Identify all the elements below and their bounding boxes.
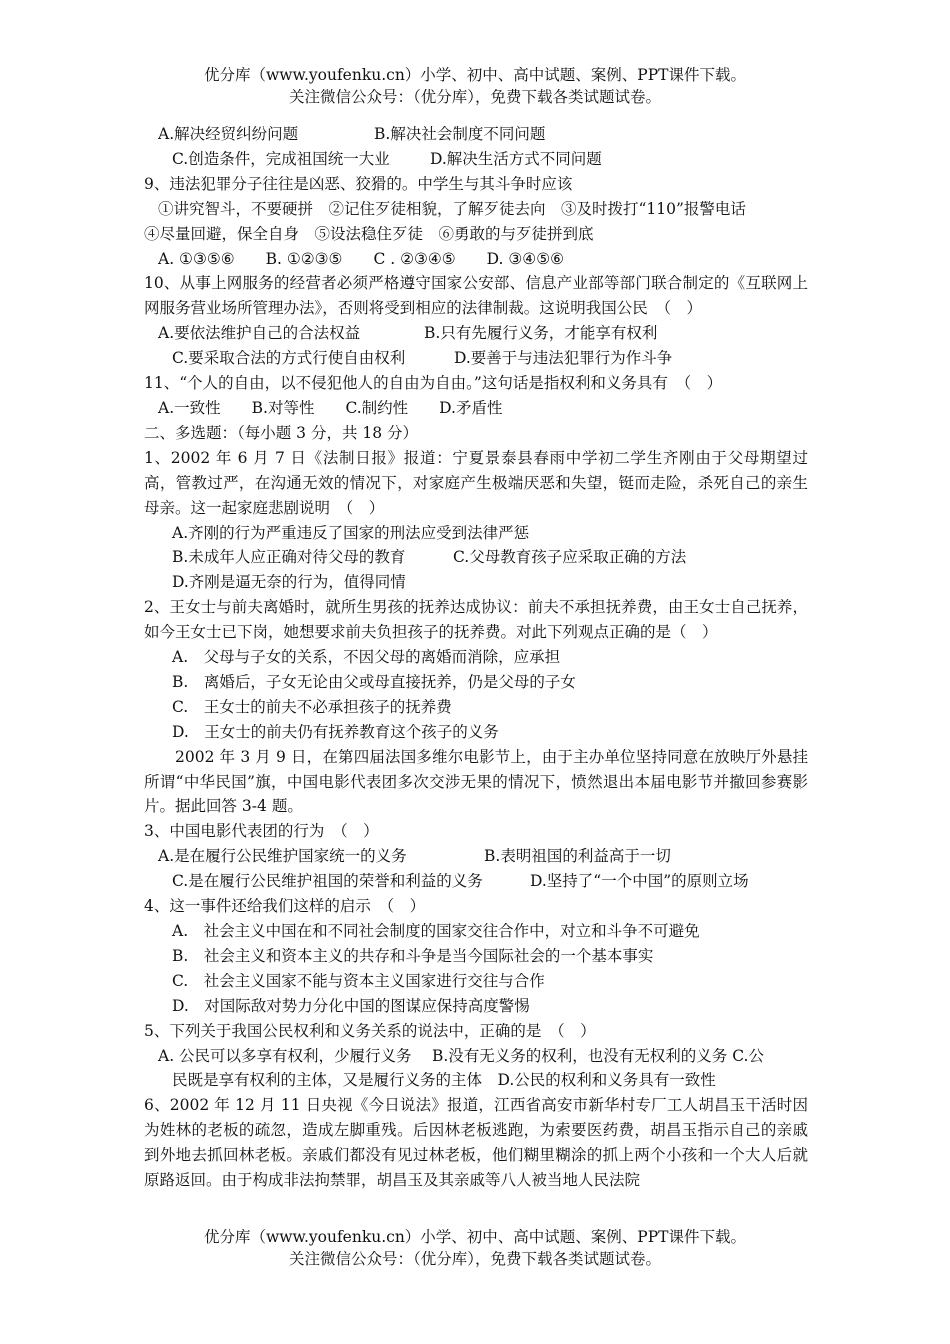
q10-option-b: B.只有先履行义务，才能享有权利: [424, 324, 658, 343]
q9-options: A. ①③⑤⑥ B. ①②③⑤ C . ②③④⑤ D. ③④⑤⑥: [158, 249, 564, 268]
m2-option-b: B. 离婚后，子女无论由父或母直接抚养，仍是父母的子女: [172, 672, 576, 691]
q11-stem: 11、“个人的自由，以不侵犯他人的自由为自由。”这句话是指权利和义务具有 （ ）: [144, 374, 723, 393]
q8-options-row-2: [144, 147, 808, 172]
q9-items-line-2: ④尽量回避，保全自身 ⑤设法稳住歹徒 ⑥勇敢的与歹徒拼到底: [144, 224, 594, 243]
m3-stem: 3、中国电影代表团的行为 （ ）: [144, 822, 379, 841]
q8-option-d: D.解决生活方式不同问题: [430, 149, 602, 168]
q10-options-row-1: [144, 321, 808, 346]
m4-option-c: C. 社会主义国家不能与资本主义国家进行交往与合作: [172, 971, 545, 990]
m2-option-c: C. 王女士的前夫不必承担孩子的抚养费: [172, 697, 452, 716]
m5-options-line-2: 民既是享有权利的主体，又是履行义务的主体 D.公民的权利和义务具有一致性: [172, 1071, 716, 1090]
passage-text: 2002 年 3 月 9 日，在第四届法国多维尔电影节上，由于主办单位坚持同意在放映厅外悬挂所谓“中华民国”旗，中国电影代表团多次交涉无果的情况下，愤然退出本届电影节并撤回参赛影片。据此回答 3-4 题。: [144, 747, 808, 816]
m3-option-b: B.表明祖国的利益高于一切: [484, 847, 671, 866]
q10-stem: 10、从事上网服务的经营者必须严格遵守国家公安部、信息产业部等部门联合制定的《互联网上网服务营业场所管理办法》，否则将受到相应的法律制裁。这说明我国公民 （ ）: [144, 274, 808, 318]
footer-line-2: 关注微信公众号：（优分库），免费下载各类试题试卷。: [288, 1250, 661, 1268]
m4-option-b: B. 社会主义和资本主义的共存和斗争是当今国际社会的一个基本事实: [172, 946, 654, 965]
m4-option-a: A. 社会主义中国在和不同社会制度的国家交往合作中，对立和斗争不可避免: [172, 922, 700, 940]
m3-option-d: D.坚持了“一个中国”的原则立场: [530, 872, 749, 891]
q10-option-d: D.要善于与违法犯罪行为作斗争: [454, 349, 673, 368]
m3-options-row-2: [144, 869, 808, 894]
m2-stem: 2、王女士与前夫离婚时，就所生男孩的抚养达成协议：前夫不承担抚养费，由王女士自己抚养，如今王女士已下岗，她想要求前夫负担孩子的抚养费。对此下列观点正确的是（ ）: [144, 598, 808, 642]
q8-option-c: C.创造条件，完成祖国统一大业: [172, 149, 390, 168]
q10-option-c: C.要采取合法的方式行使自由权利: [172, 349, 406, 368]
document-body: [144, 122, 808, 1193]
m2-option-d: D. 王女士的前夫仍有抚养教育这个孩子的义务: [172, 722, 499, 741]
m3-option-c: C.是在履行公民维护祖国的荣誉和利益的义务: [172, 872, 483, 891]
q8-option-b: B.解决社会制度不同问题: [374, 125, 546, 143]
m6-stem: 6、2002 年 12 月 11 日央视《今日说法》报道，江西省高安市新华村专厂工人胡昌玉干活时因为姓林的老板的疏忽，造成左脚重残。后因林老板逃跑，为索要医药费，胡昌玉指示自己的亲戚到外地去抓回林老板。亲戚们都没有见过林老板，他们糊里糊涂的抓上两个小孩和一个大人后就原路返回。由于构成非法拘禁罪，胡昌玉及其亲戚等八人被当地人民法院: [144, 1096, 808, 1190]
q10-options-row-2: [144, 346, 808, 371]
q8-options-row-1: [144, 122, 808, 147]
m3-option-a: A.是在履行公民维护国家统一的义务: [158, 847, 407, 866]
m1-stem: 1、2002 年 6 月 7 日《法制日报》报道：宁夏景泰县春雨中学初二学生齐刚由于父母期望过高，管教过严，在沟通无效的情况下，对家庭产生极端厌恶和失望，铤而走险，杀死自己的亲生母亲。这一起家庭悲剧说明 （ ）: [144, 448, 808, 517]
page-header: [0, 64, 950, 108]
q9-items-line-1: ①讲究智斗，不要硬拼 ②记住歹徒相貌，了解歹徒去向 ③及时拨打“110”报警电话: [158, 199, 746, 218]
m5-options-line-1: A. 公民可以多享有权利，少履行义务 B.没有无义务的权利，也没有无权利的义务 C.公: [158, 1046, 764, 1065]
m1-options-row-2: [144, 545, 808, 570]
m4-stem: 4、这一事件还给我们这样的启示 （ ）: [144, 897, 426, 916]
m1-option-c: C.父母教育孩子应采取正确的方法: [453, 548, 687, 567]
m1-option-d: D.齐刚是逼无奈的行为，值得同情: [172, 573, 406, 592]
m4-option-d: D. 对国际敌对势力分化中国的图谋应保持高度警惕: [172, 996, 530, 1015]
m1-option-b: B.未成年人应正确对待父母的教育: [172, 548, 406, 567]
footer-line-1: 优分库（www.youfenku.cn）小学、初中、高中试题、案例、PPT课件下载。: [203, 1228, 747, 1246]
q8-option-a: A.解决经贸纠纷问题: [158, 125, 299, 143]
m5-stem: 5、下列关于我国公民权利和义务关系的说法中，正确的是 （ ）: [144, 1021, 596, 1040]
q9-stem: 9、违法犯罪分子往往是凶恶、狡猾的。中学生与其斗争时应该: [144, 174, 573, 193]
m1-option-a: A.齐刚的行为严重违反了国家的刑法应受到法律严惩: [172, 523, 530, 542]
q10-option-a: A.要依法维护自己的合法权益: [158, 324, 361, 343]
header-line-1: 优分库（www.youfenku.cn）小学、初中、高中试题、案例、PPT课件下载。: [203, 66, 747, 84]
header-line-2: 关注微信公众号：（优分库），免费下载各类试题试卷。: [288, 88, 661, 106]
q11-options: A.一致性 B.对等性 C.制约性 D.矛盾性: [158, 398, 503, 417]
m2-option-a: A. 父母与子女的关系，不因父母的离婚而消除，应承担: [172, 648, 561, 667]
m3-options-row-1: [144, 844, 808, 869]
page-footer: [0, 1226, 950, 1270]
section-2-title: 二、多选题：（每小题 3 分，共 18 分）: [144, 423, 419, 442]
